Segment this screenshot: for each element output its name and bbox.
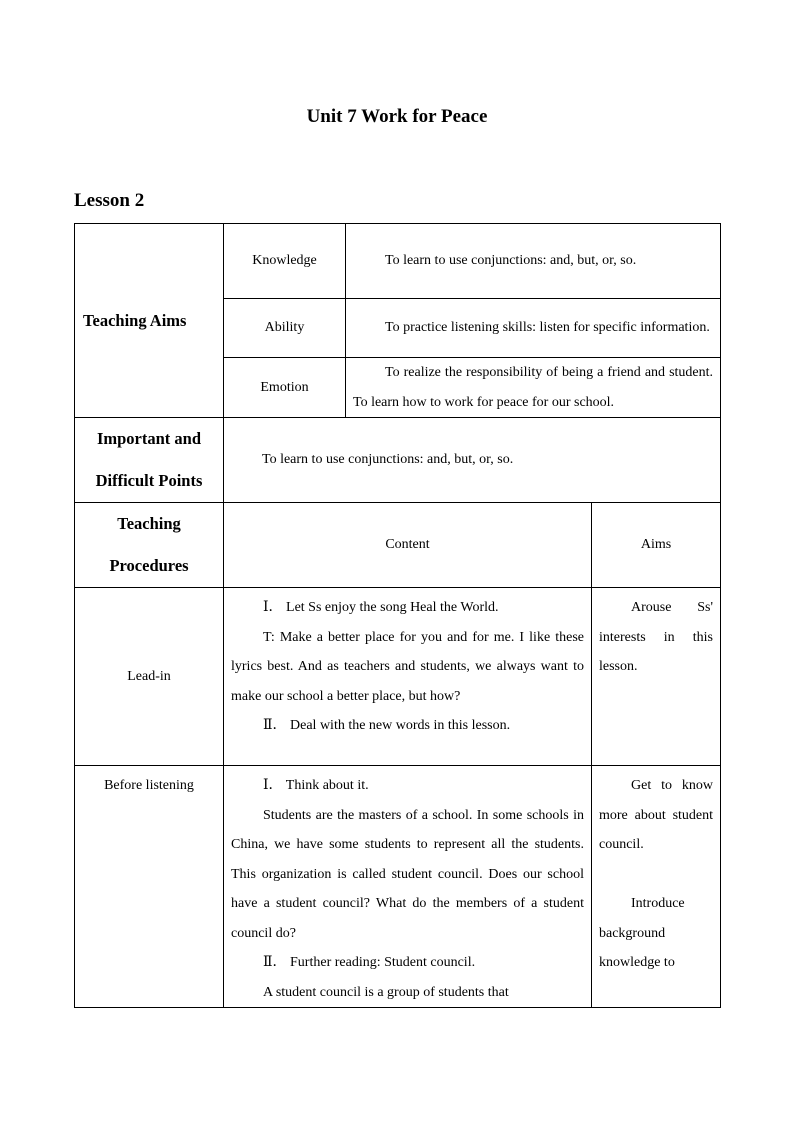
before-listening-aim2: Introduce background knowledge to [599,896,685,970]
aim-knowledge-paragraph: To learn to use conjunctions: and, but, or, so. [385,253,637,269]
lead-in-content [224,588,592,766]
before-listening-p1: Ⅰ． Think about it. [263,778,369,793]
procedures-label-line2: Procedures [109,556,189,575]
content-header: Content [224,503,592,588]
lead-in-p2: T: Make a better place for you and for me. I like these lyrics best. And as teachers and students, we always want to make our school a better place, but how? [231,629,584,704]
lesson-heading: Lesson 2 [74,190,145,211]
before-listening-row [75,766,721,1008]
aim-text-ability [346,299,721,358]
before-listening-p4: A student council is a group of students that [263,984,509,1000]
aim-text-emotion [346,358,721,418]
aim-name-ability: Ability [224,299,346,358]
page-title: Unit 7 Work for Peace [306,106,488,127]
before-listening-p3: Ⅱ． Further reading: Student council. [263,955,476,970]
before-listening-aim [592,766,721,1008]
aim-ability-paragraph: To practice listening skills: listen for specific information. [385,320,710,336]
lead-in-p1: Ⅰ． Let Ss enjoy the song Heal the World. [263,600,499,615]
teaching-aims-label: Teaching Aims [75,224,224,418]
before-listening-stage: Before listening [75,766,224,1008]
important-points-label-line2: Difficult Points [95,471,203,490]
before-listening-content [224,766,592,1008]
aims-row-knowledge [75,224,721,299]
lesson-plan-table [74,223,721,1008]
lead-in-stage: Lead-in [75,588,224,766]
aims-header: Aims [592,503,721,588]
before-listening-aim1: Get to know more about student council. [599,778,714,852]
procedures-header-row [75,503,721,588]
aim-text-knowledge [346,224,721,299]
aim-name-emotion: Emotion [224,358,346,418]
lead-in-aim [592,588,721,766]
aim-spacer [599,860,713,890]
aim-emotion-paragraph: To realize the responsibility of being a friend and student. To learn how to work for peace for our school. [353,365,714,410]
lead-in-row [75,588,721,766]
lead-in-p3: Ⅱ． Deal with the new words in this lesson. [263,718,511,733]
before-listening-p2: Students are the masters of a school. In some schools in China, we have some students to represent all the students. This organization is called student council. Does our school have a student council? What do the members of a student council do? [231,807,584,941]
lead-in-aim-text: Arouse Ss' interests in this lesson. [599,600,714,674]
important-points-label-line1: Important and [96,429,202,448]
important-points-row [75,418,721,503]
important-points-label [75,418,224,503]
aim-name-knowledge: Knowledge [224,224,346,299]
procedures-label [75,503,224,588]
procedures-label-line1: Teaching [117,514,181,533]
important-points-text: To learn to use conjunctions: and, but, or, so. [224,418,721,503]
